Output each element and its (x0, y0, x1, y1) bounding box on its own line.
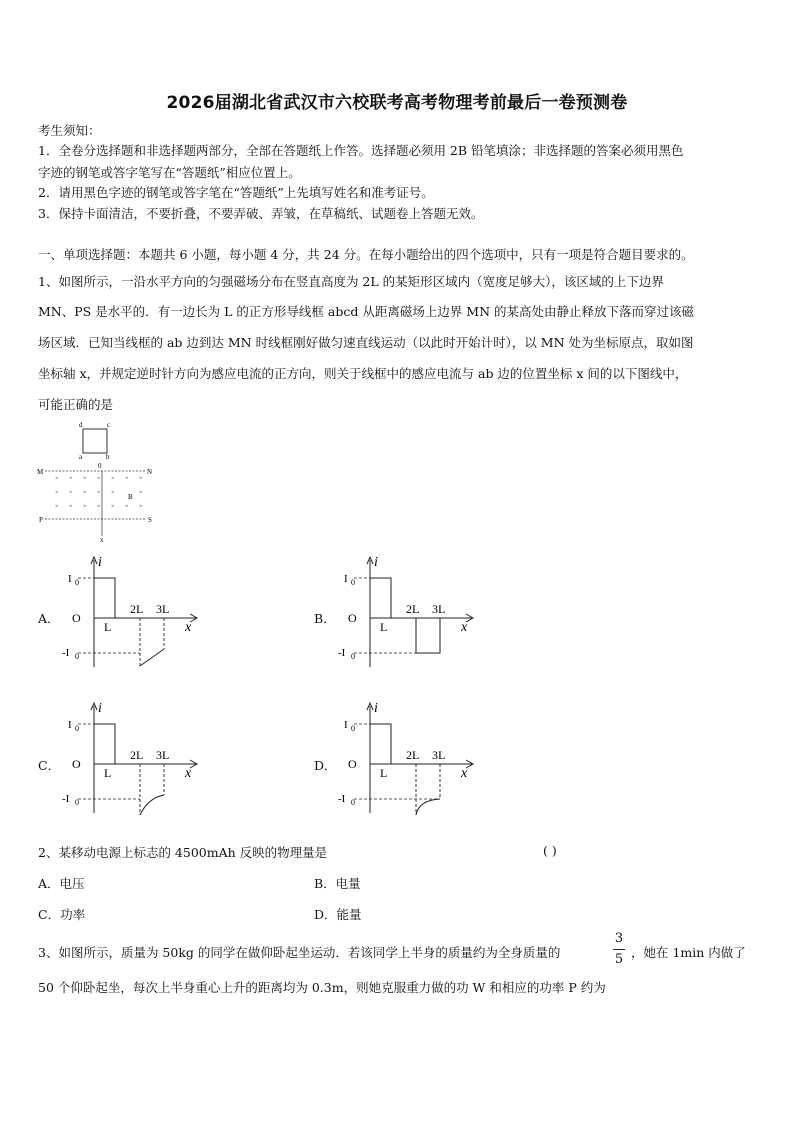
field-cross: × (83, 490, 87, 496)
field-cross: × (55, 504, 59, 510)
label-origin: 0 (98, 462, 102, 470)
neg-I0-label: -I (338, 793, 346, 805)
field-cross: × (83, 504, 87, 510)
neg-I0-label: -I (62, 793, 70, 805)
origin-label: O (72, 757, 81, 771)
3L-label: 3L (156, 602, 170, 616)
field-cross: × (55, 476, 59, 482)
I0-subscript: 0 (351, 724, 355, 733)
graph-d (336, 698, 486, 818)
field-cross: × (97, 476, 101, 482)
field-cross: × (139, 504, 143, 510)
q1-option-d[interactable]: D． (314, 758, 337, 773)
label-d: d (79, 421, 83, 429)
q3-stem-line-1a: 3、如图所示，质量为 50kg 的同学在做仰卧起坐运动．若该同学上半身的质量约为全身质量的 (38, 945, 561, 960)
label-S: S (148, 516, 152, 524)
i-axis-label: i (374, 701, 378, 716)
label-c: c (107, 421, 111, 429)
field-cross: × (69, 476, 73, 482)
q2-option-a[interactable]: A．电压 (38, 876, 85, 891)
graph-b (336, 552, 486, 672)
I0-label: I (344, 719, 348, 731)
graph-c-negative-curve (140, 795, 164, 815)
2L-label: 2L (406, 602, 420, 616)
graph-a-positive-current (94, 578, 115, 618)
I0-label: I (68, 573, 72, 585)
field-cross: × (139, 490, 143, 496)
label-x: x (100, 536, 104, 543)
notice-item-1-cont: 字迹的钢笔或答字笔写在“答题纸”相应位置上。 (38, 165, 301, 180)
graph-b-negative-current (416, 618, 440, 653)
L-label: L (104, 766, 112, 780)
field-cross: × (83, 476, 87, 482)
q2-option-d[interactable]: D．能量 (314, 907, 362, 922)
field-cross: × (125, 504, 129, 510)
q1-option-c[interactable]: C． (38, 758, 61, 773)
graph-a-negative-ramp (140, 649, 164, 666)
field-cross: × (111, 504, 115, 510)
field-cross: × (125, 476, 129, 482)
q1-option-b[interactable]: B． (314, 611, 336, 626)
2L-label: 2L (130, 748, 144, 762)
q2-stem: 2、某移动电源上标志的 4500mAh 反映的物理量是 (38, 845, 328, 860)
I0-subscript: 0 (351, 578, 355, 587)
section-heading: 一、单项选择题：本题共 6 小题，每小题 4 分，共 24 分。在每小题给出的四个选项中，只有一项是符合题目要求的。 (38, 247, 694, 262)
page-title: 2026届湖北省武汉市六校联考高考物理考前最后一卷预测卷 (166, 93, 628, 113)
i-axis-label: i (98, 701, 102, 716)
q1-stem-line-4: 坐标轴 x，并规定逆时针方向为感应电流的正方向，则关于线框中的感应电流与 ab 边的位置坐标 x 间的以下图线中， (38, 366, 688, 381)
notice-item-1: 1．全卷分选择题和非选择题两部分，全部在答题纸上作答。选择题必须用 2B 铅笔填涂；非选择题的答案必须用黑色 (38, 143, 684, 158)
label-M: M (37, 468, 44, 476)
graph-d-positive-current (370, 724, 391, 764)
q2-option-b[interactable]: B．电量 (314, 876, 361, 891)
q1-stem-line-3: 场区域．已知当线框的 ab 边到达 MN 时线框刚好做匀速直线运动（以此时开始计时），以 MN 处为坐标原点，取如图 (38, 335, 694, 350)
magnetic-field-figure (34, 418, 164, 543)
field-cross: × (55, 490, 59, 496)
field-cross: × (111, 490, 115, 496)
3L-label: 3L (156, 748, 170, 762)
field-cross: × (97, 504, 101, 510)
q1-stem-line-2: MN、PS 是水平的．有一边长为 L 的正方形导线框 abcd 从距离磁场上边界 MN 的某高处由静止释放下落而穿过该磁 (38, 304, 695, 319)
field-cross: × (139, 476, 143, 482)
L-label: L (380, 620, 388, 634)
q2-option-c[interactable]: C．功率 (38, 907, 86, 922)
x-axis-label: x (461, 620, 468, 635)
graph-d-negative-curve (416, 799, 440, 815)
q1-option-a[interactable]: A． (38, 611, 60, 626)
2L-label: 2L (406, 748, 420, 762)
notice-item-2: 2．请用黑色字迹的钢笔或答字笔在“答题纸”上先填写姓名和准考证号。 (38, 185, 434, 200)
label-B: B (128, 493, 133, 501)
I0-label: I (68, 719, 72, 731)
origin-label: O (72, 611, 81, 625)
neg-I0-subscript: 0 (351, 798, 355, 807)
q2-answer-bracket: ( ) (543, 843, 557, 858)
notice-item-3: 3．保持卡面清洁，不要折叠，不要弄破、弄皱，在草稿纸、试题卷上答题无效。 (38, 206, 484, 221)
3L-label: 3L (432, 748, 446, 762)
I0-label: I (344, 573, 348, 585)
graph-b-positive-current (370, 578, 391, 618)
i-axis-label: i (374, 555, 378, 570)
q3-fraction-numerator: 3 (614, 931, 624, 946)
neg-I0-subscript: 0 (75, 652, 79, 661)
x-axis-label: x (185, 766, 192, 781)
2L-label: 2L (130, 602, 144, 616)
q3-stem-line-1b: ，她在 1min 内做了 (631, 945, 746, 960)
label-b: b (106, 453, 110, 461)
x-axis-label: x (185, 620, 192, 635)
I0-subscript: 0 (75, 578, 79, 587)
neg-I0-label: -I (62, 647, 70, 659)
I0-subscript: 0 (75, 724, 79, 733)
label-a: a (79, 453, 83, 461)
q1-stem-line-5: 可能正确的是 (38, 397, 114, 412)
label-P: P (39, 516, 43, 524)
graph-c (60, 698, 210, 818)
graph-a (60, 552, 210, 672)
graph-c-positive-current (94, 724, 115, 764)
field-cross: × (69, 504, 73, 510)
label-N: N (147, 468, 153, 476)
field-cross: × (97, 490, 101, 496)
neg-I0-label: -I (338, 647, 346, 659)
q3-stem-line-2: 50 个仰卧起坐，每次上半身重心上升的距离均为 0.3m，则她克服重力做的功 W 和相应的功率 P 约为 (38, 980, 606, 995)
field-cross: × (69, 490, 73, 496)
origin-label: O (348, 757, 357, 771)
x-axis-label: x (461, 766, 468, 781)
q3-fraction-denominator: 5 (614, 952, 624, 967)
q1-stem-line-1: 1、如图所示，一沿水平方向的匀强磁场分布在竖直高度为 2L 的某矩形区域内（宽度足够大），该区域的上下边界 (38, 274, 664, 289)
q3-fraction-bar (613, 949, 625, 950)
neg-I0-subscript: 0 (351, 652, 355, 661)
3L-label: 3L (432, 602, 446, 616)
field-cross: × (111, 476, 115, 482)
notice-heading: 考生须知： (38, 123, 101, 138)
neg-I0-subscript: 0 (75, 798, 79, 807)
wire-frame-abcd (83, 429, 107, 453)
L-label: L (104, 620, 112, 634)
i-axis-label: i (98, 555, 102, 570)
L-label: L (380, 766, 388, 780)
origin-label: O (348, 611, 357, 625)
